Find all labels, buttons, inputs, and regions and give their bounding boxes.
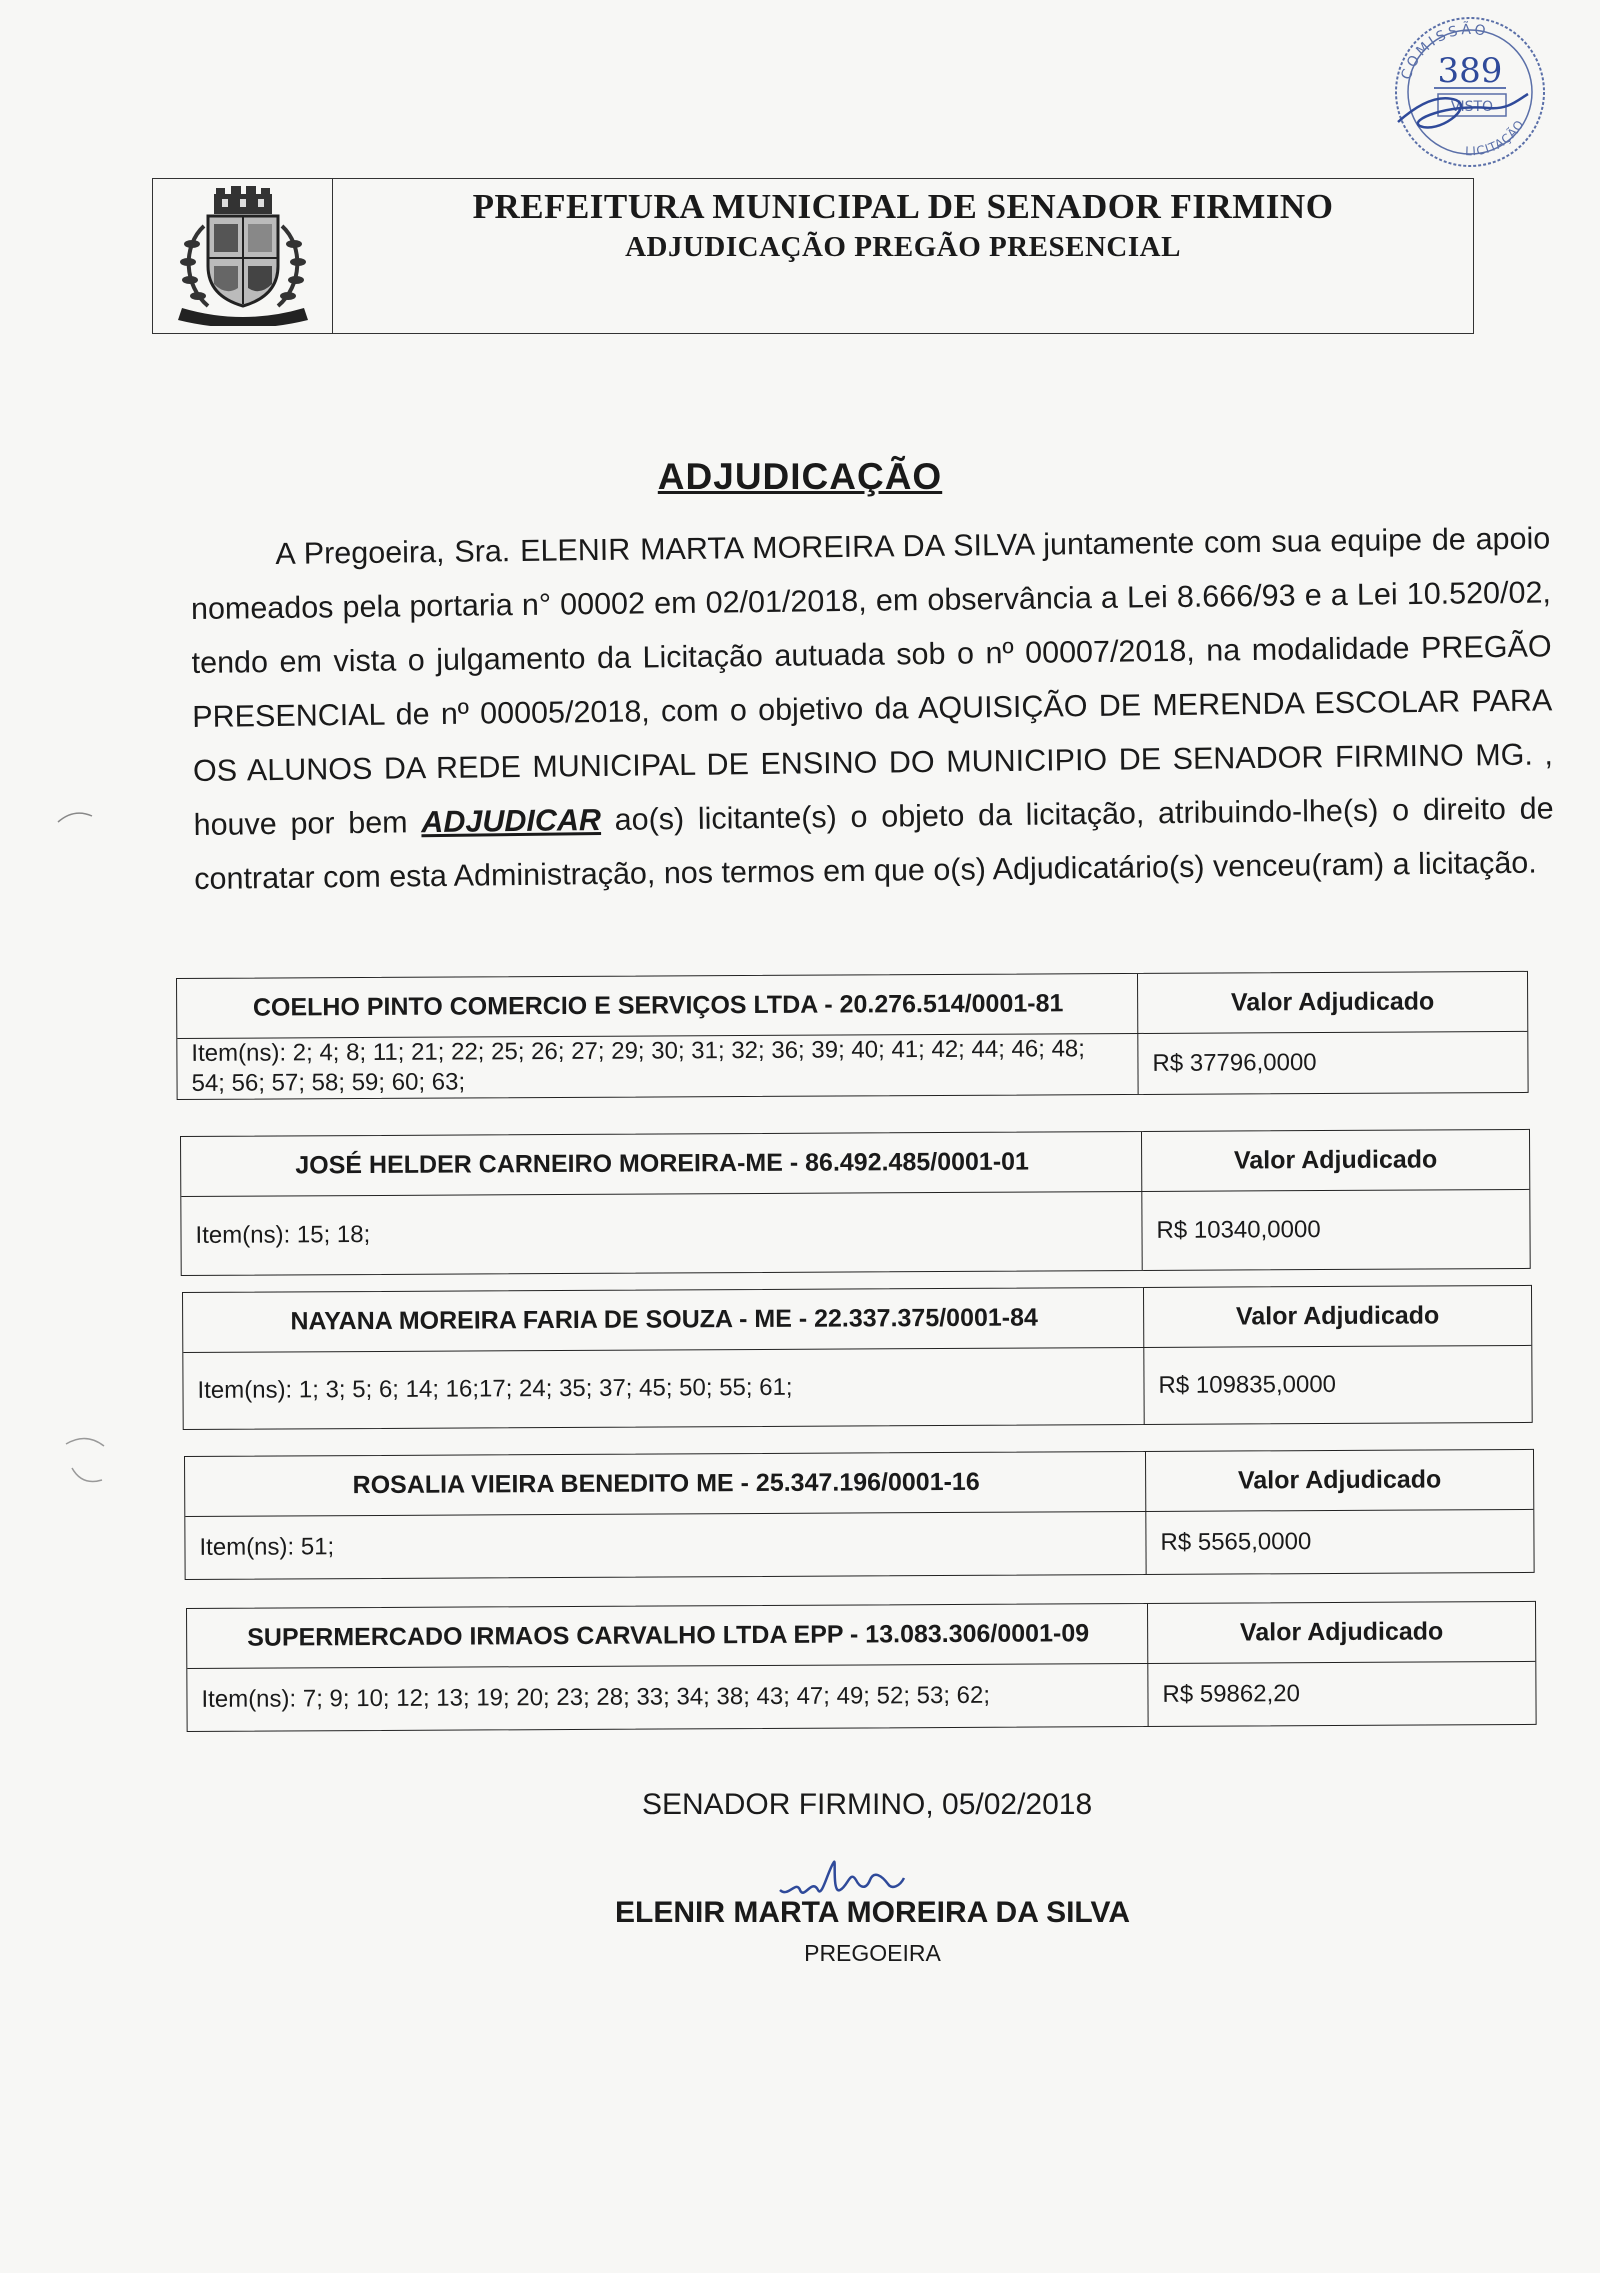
signer-role: PREGOEIRA bbox=[804, 1940, 941, 1966]
award-bidder: SUPERMERCADO IRMAOS CARVALHO LTDA EPP - 13.083.306/0001-09 bbox=[187, 1604, 1149, 1669]
paragraph-text-after: ao(s) licitante(s) o objeto da licitação, atribuindo-lhe(s) o direito de contratar com esta Administração, nos termos em que o(s) Adjudicatário(s) venceu(ram) a licitação. bbox=[194, 791, 1554, 896]
document-heading: ADJUDICAÇÃO bbox=[657, 456, 943, 497]
stamp-visto-text: VISTO bbox=[1450, 99, 1494, 115]
award-items: Item(ns): 1; 3; 5; 6; 14; 16;17; 24; 35; 37; 45; 50; 55; 61; bbox=[197, 1373, 793, 1404]
stamp-top-text: COMISSÃO bbox=[1398, 21, 1490, 82]
award-value-header: Valor Adjudicado bbox=[1137, 972, 1527, 1034]
award-value-header: Valor Adjudicado bbox=[1141, 1130, 1529, 1192]
paragraph-text-before: A Pregoeira, Sra. ELENIR MARTA MOREIRA DA SILVA juntamente com sua equipe de apoio nomeados pela portaria n° 00002 em 02/01/2018, em observância a Lei 8.666/93 e a Lei 10.520/02, tendo em vista o julgamento da Licitação autuada sob o nº 00007/2018, na modalidade PREGÃO PRESENCIAL de nº 00005/2018, com o objetivo da AQUISIÇÃO DE MERENDA ESCOLAR PARA OS ALUNOS DA REDE MUNICIPAL DE ENSINO DO MUNICIPIO DE SENADOR FIRMINO MG. , houve por bem bbox=[190, 521, 1554, 842]
award-table bbox=[176, 971, 1529, 1100]
award-value: R$ 37796,0000 bbox=[1137, 1032, 1527, 1094]
punch-hole-mark bbox=[56, 806, 96, 826]
place-date: SENADOR FIRMINO, 05/02/2018 bbox=[642, 1788, 1093, 1821]
commission-stamp bbox=[1378, 4, 1562, 170]
award-items: Item(ns): 51; bbox=[199, 1533, 335, 1561]
award-value-header: Valor Adjudicado bbox=[1143, 1286, 1531, 1348]
award-table bbox=[182, 1285, 1533, 1430]
stamp-page-number: 389 bbox=[1437, 51, 1503, 91]
award-bidder: JOSÉ HELDER CARNEIRO MOREIRA-ME - 86.492.485/0001-01 bbox=[181, 1132, 1143, 1197]
award-bidder: ROSALIA VIEIRA BENEDITO ME - 25.347.196/0001-16 bbox=[185, 1452, 1147, 1517]
award-value-header: Valor Adjudicado bbox=[1145, 1450, 1533, 1512]
award-table bbox=[186, 1601, 1537, 1732]
header-title: PREFEITURA MUNICIPAL DE SENADOR FIRMINO bbox=[472, 187, 1334, 226]
award-items: Item(ns): 2; 4; 8; 11; 21; 22; 25; 26; 27; 29; 30; 31; 32; 36; 39; 40; 41; 42; 44; 46; 48; 54; 56; 57; 58; 59; 60; 63; bbox=[191, 1035, 1085, 1097]
award-table bbox=[180, 1129, 1531, 1276]
header-subtitle: ADJUDICAÇÃO PREGÃO PRESENCIAL bbox=[625, 231, 1181, 263]
stamp-bottom-text: LICITAÇÃO bbox=[1464, 117, 1527, 159]
award-value: R$ 10340,0000 bbox=[1141, 1190, 1529, 1270]
signer-name: ELENIR MARTA MOREIRA DA SILVA bbox=[615, 1896, 1130, 1929]
award-items: Item(ns): 15; 18; bbox=[195, 1221, 371, 1249]
award-value: R$ 5565,0000 bbox=[1145, 1510, 1533, 1574]
adjudication-paragraph bbox=[190, 511, 1555, 906]
letterhead bbox=[152, 178, 1474, 334]
crest-cell bbox=[153, 179, 333, 333]
paragraph-emphasis: ADJUDICAR bbox=[421, 803, 602, 840]
award-value-header: Valor Adjudicado bbox=[1147, 1602, 1535, 1664]
award-table bbox=[184, 1449, 1535, 1580]
award-items: Item(ns): 7; 9; 10; 12; 13; 19; 20; 23; 28; 33; 34; 38; 43; 47; 49; 52; 53; 62; bbox=[201, 1681, 991, 1713]
award-bidder: NAYANA MOREIRA FARIA DE SOUZA - ME - 22.337.375/0001-84 bbox=[183, 1288, 1145, 1353]
svg-text:LICITAÇÃO bbox=[1465, 117, 1527, 158]
punch-hole-mark bbox=[62, 1430, 108, 1490]
award-value: R$ 109835,0000 bbox=[1143, 1346, 1531, 1424]
award-bidder: COELHO PINTO COMERCIO E SERVIÇOS LTDA - 20.276.514/0001-81 bbox=[177, 974, 1139, 1039]
award-value: R$ 59862,20 bbox=[1147, 1662, 1535, 1726]
municipal-crest-icon bbox=[168, 186, 318, 326]
